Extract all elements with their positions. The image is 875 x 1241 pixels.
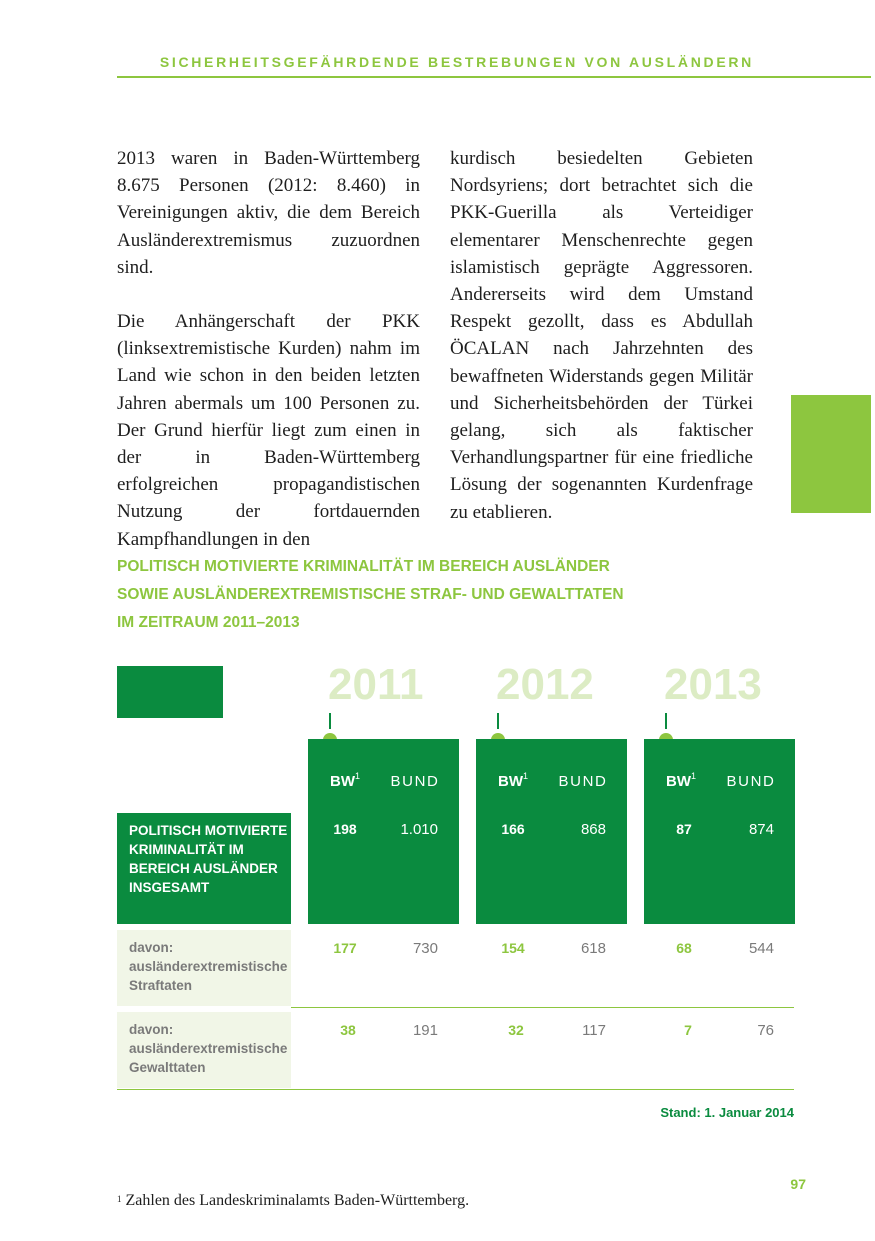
footnote-text: Zahlen des Landeskriminalamts Baden-Württemberg. [125, 1192, 470, 1209]
year-marker [665, 713, 667, 729]
table-cell: 68 [676, 940, 692, 956]
column-header-bund: BUND [558, 773, 608, 790]
column-header-bw: $BW^1$ [497, 771, 528, 790]
table-cell: 117 [582, 1022, 606, 1039]
text-column-right [450, 145, 753, 526]
table-cell: 38 [340, 1022, 356, 1038]
table-title-line: IM ZEITRAUM 2011–2013 [117, 614, 300, 631]
table-cell: 198 [333, 821, 357, 837]
running-header: SICHERHEITSGEFÄHRDENDE BESTREBUNGEN VON AUSLÄNDERN [159, 54, 754, 70]
table-cell: 76 [757, 1022, 774, 1039]
year-marker [329, 713, 331, 729]
table-bottom-rule [117, 1089, 794, 1090]
table-title [117, 553, 757, 637]
table-cell: 544 [748, 940, 774, 957]
table-cell: 177 [333, 940, 357, 956]
column-header-bund: BUND [390, 773, 440, 790]
text-column-left [117, 145, 420, 553]
page-number: 97 [790, 1176, 806, 1192]
table-corner-block [117, 666, 223, 718]
header-rule [117, 76, 871, 78]
year-heading: 2011 [328, 660, 424, 709]
table-cell: 191 [412, 1022, 438, 1039]
year-marker [497, 713, 499, 729]
paragraph: kurdisch besiedelten Gebieten Nordsyriens; dort betrachtet sich die PKK-Guerilla als Verteidiger elementarer Menschenrechte gegen islamistisch geprägte Aggressoren. Andererseits wird dem Umstand Respekt gezollt, dass es Abdullah ÖCALAN nach Jahrzehnten des bewaffneten Widerstands gegen Militär und Sicherheitsbehörden der Türkei gelang, sich als faktischer Verhandlungspartner für eine friedliche Lösung der sogenannten Kurdenfrage zu etablieren. [450, 148, 753, 523]
table-title-line: SOWIE AUSLÄNDEREXTREMISTISCHE STRAF- UND GEWALTTATEN [117, 586, 624, 603]
chapter-tab [791, 395, 871, 513]
table-cell: 874 [748, 821, 774, 838]
table-title-line: POLITISCH MOTIVIERTE KRIMINALITÄT IM BEREICH AUSLÄNDER [117, 558, 610, 575]
column-header-bw: $BW^1$ [329, 771, 360, 790]
row-label-total: POLITISCH MOTIVIERTE KRIMINALITÄT IM BEREICH AUSLÄNDER INSGESAMT [117, 813, 291, 924]
year-heading: 2012 [496, 660, 594, 709]
column-header-bw: $BW^1$ [665, 771, 696, 790]
data-as-of-note: Stand: 1. Januar 2014 [660, 1105, 794, 1120]
footnote-marker: 1 [117, 1194, 122, 1204]
table-cell: 1.010 [400, 821, 438, 838]
footnote [117, 1192, 469, 1210]
table-cell: 868 [580, 821, 606, 838]
row-label-straftaten: davon: ausländerextremistische Straftaten [129, 940, 288, 993]
table-cell: 730 [412, 940, 438, 957]
paragraph: 2013 waren in Baden-Württemberg 8.675 Personen (2012: 8.460) in Vereinigungen aktiv, die dem Bereich Ausländerextremismus zuzuordnen sind. [117, 148, 420, 278]
table-cell: 618 [580, 940, 606, 957]
paragraph: Die Anhängerschaft der PKK (linksextremistische Kurden) nahm im Land wie schon in den beiden letzten Jahren abermals um 100 Personen zu. Der Grund hierfür liegt zum einen in der in Baden-Württemberg erfolgreichen propagandistischen Nutzung der fortdauernden Kampfhandlungen in den [117, 311, 420, 550]
row-label-gewalttaten: davon: ausländerextremistische Gewalttaten [129, 1022, 288, 1075]
column-header-bund: BUND [726, 773, 776, 790]
table-cell: 7 [684, 1022, 692, 1038]
year-heading: 2013 [664, 660, 762, 709]
table-cell: 154 [501, 940, 525, 956]
table-cell: 87 [676, 821, 692, 837]
table-cell: 166 [501, 821, 525, 837]
row-divider [291, 1007, 794, 1008]
table-cell: 32 [508, 1022, 524, 1038]
